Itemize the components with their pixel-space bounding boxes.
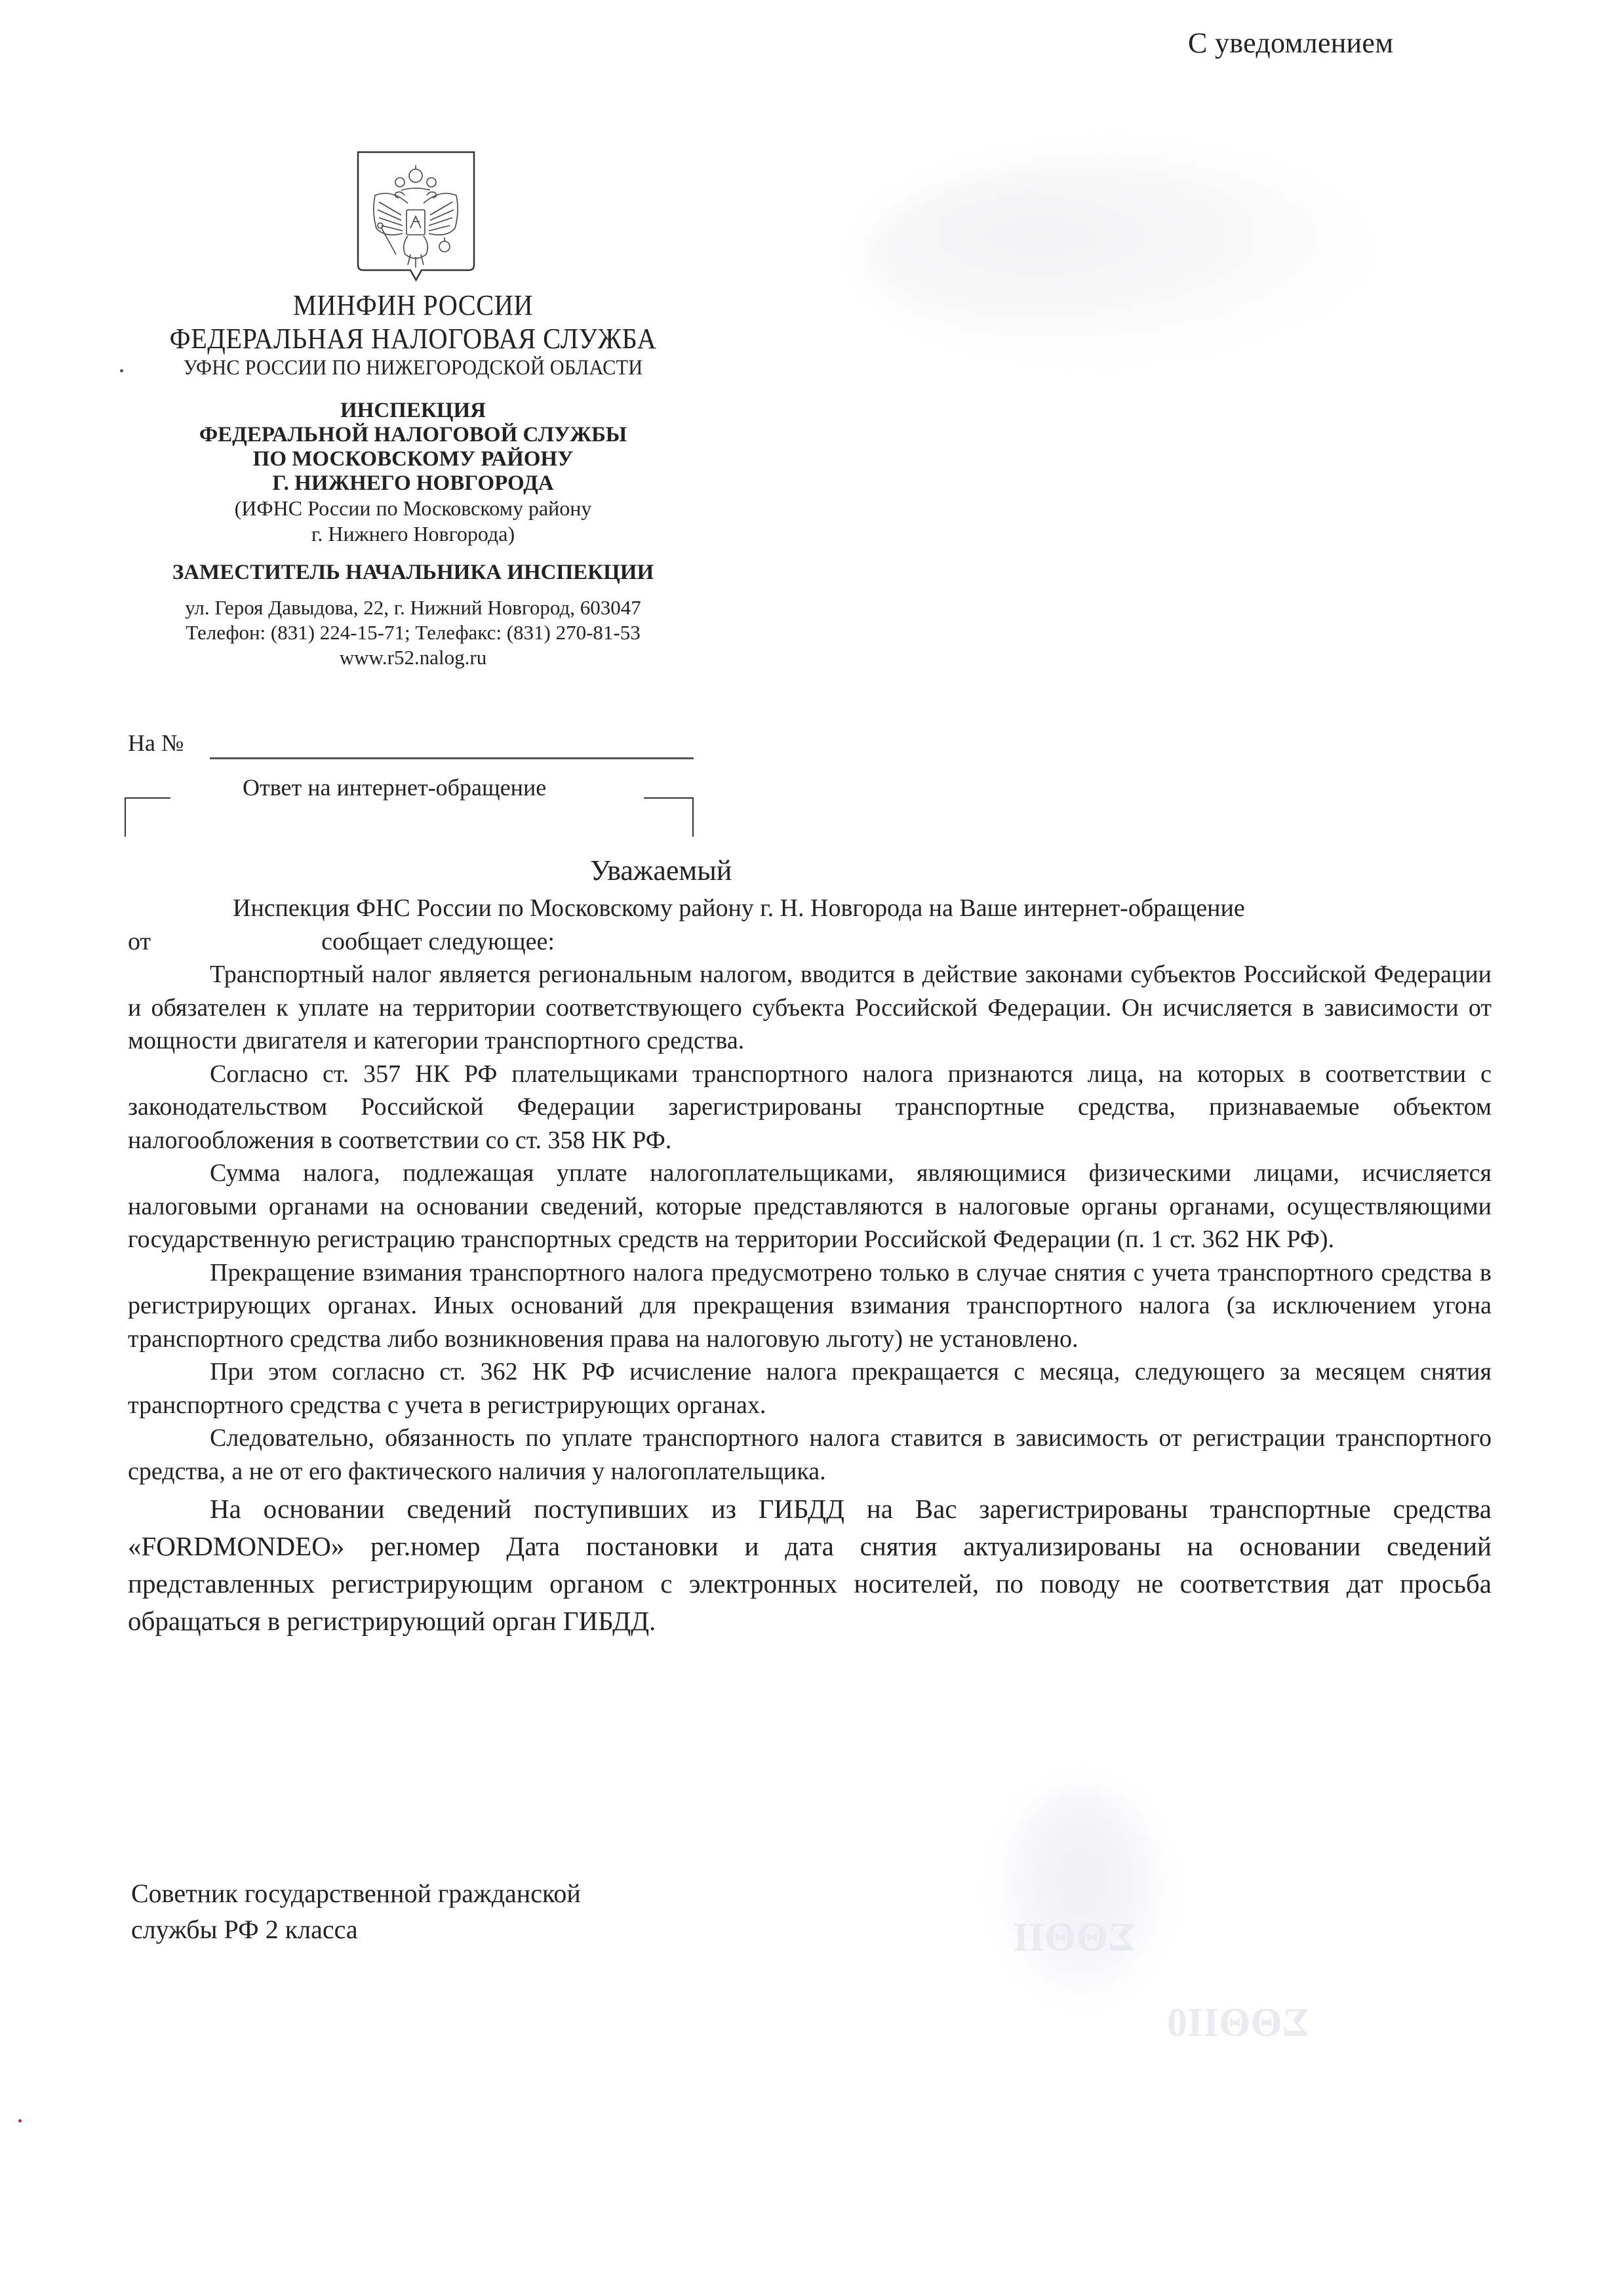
body-paragraph: При этом согласно ст. 362 НК РФ исчисление налога прекращается с месяца, следующего за месяцем снятия транспортного средства с учета в регистрирующих органах. [128,1358,1492,1419]
reference-number-label: На № [128,730,184,756]
russian-coat-of-arms-icon [355,149,477,284]
show-through-artifact: ΣΘΘΙΙ [1013,1915,1135,1960]
inspection-name-line: ИНСПЕКЦИЯ [340,399,486,423]
body-paragraph: Следовательно, обязанность по уплате транспортного налога ставится в зависимость от регистрации транспортного средства, а не от его фактического наличия у налогоплательщика. [128,1424,1492,1485]
redacted-signature [997,1784,1167,2000]
address-corner-mark [644,797,694,799]
inspection-short-name: г. Нижнего Новгорода) [311,522,515,546]
office-phones: Телефон: (831) 224-15-71; Телефакс: (831) 270-81-53 [186,621,641,645]
signer-title: Советник государственной гражданской [131,1879,581,1908]
office-website: www.r52.nalog.ru [339,646,487,669]
redacted-addressee [865,157,1364,354]
regional-office-name: УФНС РОССИИ ПО НИЖЕГОРОДСКОЙ ОБЛАСТИ [183,356,643,380]
sender-position: ЗАМЕСТИТЕЛЬ НАЧАЛЬНИКА ИНСПЕКЦИИ [172,561,654,585]
scan-speck [18,2119,22,2123]
ministry-name: МИНФИН РОССИИ [292,289,534,321]
reference-number-blank [210,757,694,759]
signature-block [131,1875,581,1947]
intro-from: от [128,927,151,955]
letterhead [118,289,708,670]
body-paragraph: Транспортный налог является региональным налогом, вводится в действие законами субъектов Российской Федерации и обязателен к уплате на территории соответствующего субъекта Российской Федерации. Он исчисляется в зависимости от мощности двигателя и категории транспортного средства. [128,961,1492,1054]
address-corner-mark [125,797,170,799]
delivery-notice: С уведомлением [1188,27,1394,59]
inspection-name-line: ПО МОСКОВСКОМУ РАЙОНУ [252,447,574,471]
body-paragraph: Прекращение взимания транспортного налога предусмотрено только в случае снятия с учета транспортного средства в регистрирующих органах. Иных оснований для прекращения взимания транспортного налога (за исключением угона транспортного средства либо возникновения права на налоговую льготу) не установлено. [128,1258,1492,1353]
scan-speck [120,369,123,372]
salutation: Уважаемый [590,854,732,887]
letter-body [128,892,1492,1640]
body-paragraph: Согласно ст. 357 НК РФ плательщиками транспортного налога признаются лица, на которых в соответствии с законодательством Российской Федерации зарегистрированы транспортные средства, признаваемые объектом налогообложения в соответствии со ст. 358 НК РФ. [128,1060,1492,1154]
signer-title: службы РФ 2 класса [131,1915,358,1944]
final-paragraph: На основании сведений поступивших из ГИБДД на Вас зарегистрированы транспортные средства «FORDMONDEO» рег.номер Дата постановки и дата снятия актуализированы на основании сведений представленных регистрирующим органом с электронных носителей, по поводу не соответствия дат просьба обращаться в регистрирующий орган ГИБДД. [128,1494,1492,1636]
office-address: ул. Героя Давыдова, 22, г. Нижний Новгород, 603047 [185,596,641,620]
address-corner-mark [125,797,126,837]
body-paragraph: Сумма налога, подлежащая уплате налогоплательщиками, являющимися физическими лицами, исчисляется налоговыми органами на основании сведений, которые представляются в налоговые органы органами, осуществляющими государственную регистрацию транспортных средств на территории Российской Федерации (п. 1 ст. 362 НК РФ). [128,1159,1492,1253]
letter-subject: Ответ на интернет-обращение [243,774,547,801]
address-corner-mark [692,797,694,837]
intro-line: Инспекция ФНС России по Московскому району г. Н. Новгорода на Ваше интернет-обращение [233,894,1245,922]
inspection-name-line: Г. НИЖНЕГО НОВГОРОДА [272,471,554,496]
service-name: ФЕДЕРАЛЬНАЯ НАЛОГОВАЯ СЛУЖБА [169,323,657,355]
intro-continuation: сообщает следующее: [321,927,555,955]
inspection-short-name: (ИФНС России по Московскому району [234,496,592,521]
inspection-name-line: ФЕДЕРАЛЬНОЙ НАЛОГОВОЙ СЛУЖБЫ [199,423,627,447]
show-through-artifact: ΣΘΘΙΙ0 [1167,2001,1309,2045]
intro-line [128,925,1492,959]
